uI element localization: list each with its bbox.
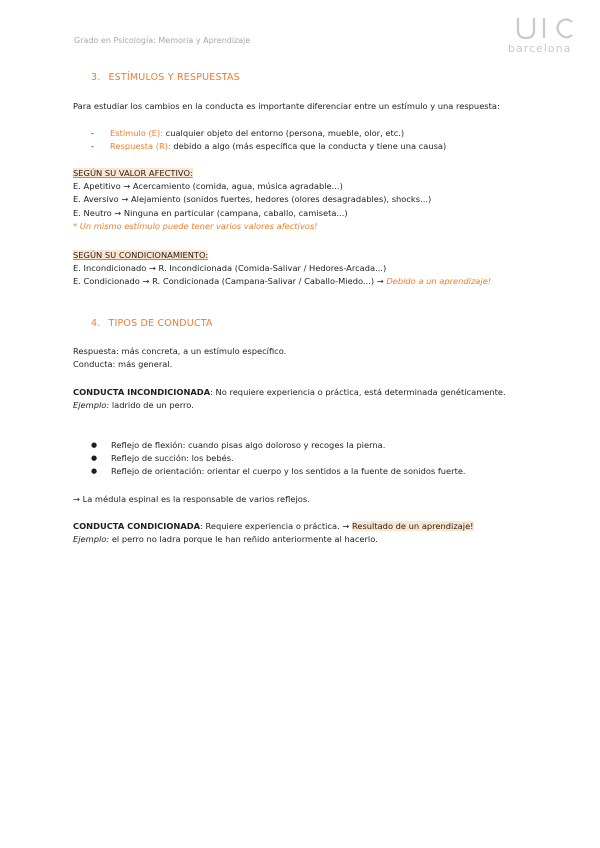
example-label: Ejemplo: [73, 534, 110, 545]
section-4-title [91, 318, 213, 329]
afectivo-heading: SEGÚN SU VALOR AFECTIVO: [73, 168, 193, 178]
example-text: ladrido de un perro. [109, 400, 194, 411]
condicionamiento-block [73, 249, 528, 289]
condicionamiento-line-text: E. Condicionado → R. Condicionada (Campana-Salivar / Caballo-Miedo...) → [73, 276, 387, 287]
afectivo-block [73, 167, 528, 233]
incondicionada-text: : No requiere experiencia o práctica, está determinada genéticamente. [210, 387, 506, 397]
conducta-definition: Conducta: más general. [73, 359, 173, 370]
afectivo-line: E. Neutro → Ninguna en particular (campana, caballo, camiseta...) [73, 207, 348, 218]
definition: debido a algo (más específica que la conducta y tiene una causa) [170, 141, 447, 152]
reflex-list-block [73, 439, 528, 479]
list-item [73, 127, 528, 140]
example-text: el perro no ladra porque le han reñido anteriormente al hacerlo. [109, 534, 378, 545]
section-3-title [91, 72, 240, 83]
course-header: Grado en Psicología: Memoria y Aprendizaje [74, 36, 251, 45]
incondicionada-block [73, 386, 528, 412]
term: Estímulo (E): [110, 128, 163, 138]
afectivo-note: * Un mismo estímulo puede tener varios valores afectivos! [73, 220, 318, 231]
condicionamiento-heading: SEGÚN SU CONDICIONAMIENTO: [73, 250, 209, 260]
list-item: ● Reflejo de succión: los bebés. [73, 452, 528, 465]
condicionada-block [73, 520, 528, 546]
section-3-number: 3. [91, 72, 101, 83]
medula-note: → La médula espinal es la responsable de varios reflejos. [73, 494, 310, 504]
list-item [73, 140, 528, 153]
section-4-heading: TIPOS DE CONDUCTA [108, 318, 213, 329]
example-label: Ejemplo: [73, 400, 110, 411]
condicionamiento-note: Debido a un aprendizaje! [386, 276, 492, 287]
section-3-heading: ESTÍMULOS Y RESPUESTAS [108, 72, 240, 83]
condicionada-highlight: Resultado de un aprendizaje! [351, 521, 474, 531]
list-item: ● Reflejo de orientación: orientar el cuerpo y los sentidos a la fuente de sonidos fuerte. [73, 465, 528, 478]
uic-logo [508, 14, 578, 56]
stimulus-response-list [73, 127, 528, 153]
afectivo-line: E. Apetitivo → Acercamiento (comida, agua, música agradable...) [73, 181, 343, 192]
list-item: ● Reflejo de flexión: cuando pisas algo doloroso y recoges la pierna. [73, 439, 528, 452]
condicionada-label: CONDUCTA CONDICIONADA [73, 521, 201, 531]
condicionada-text: : Requiere experiencia o práctica. → [200, 521, 352, 531]
respuesta-definition: Respuesta: más concreta, a un estímulo específico. [73, 346, 287, 356]
incondicionada-label: CONDUCTA INCONDICIONADA [73, 387, 211, 397]
afectivo-line: E. Aversivo → Alejamiento (sonidos fuertes, hedores (olores desagradables), shocks...) [73, 194, 432, 205]
term: Respuesta (R): [110, 141, 171, 152]
condicionamiento-line: E. Incondicionado → R. Incondicionada (Comida-Salivar / Hedores-Arcada...) [73, 263, 387, 274]
section-3-intro: Para estudiar los cambios en la conducta es importante diferenciar entre un estímulo y una respuesta: [73, 101, 500, 111]
uic-logo-mark [508, 14, 578, 42]
section-4-number: 4. [91, 318, 101, 329]
condicionamiento-line [73, 275, 528, 288]
logo-wordmark: barcelona [508, 42, 572, 55]
definition: cualquier objeto del entorno (persona, mueble, olor, etc.) [163, 128, 405, 138]
definitions-block [73, 345, 528, 371]
